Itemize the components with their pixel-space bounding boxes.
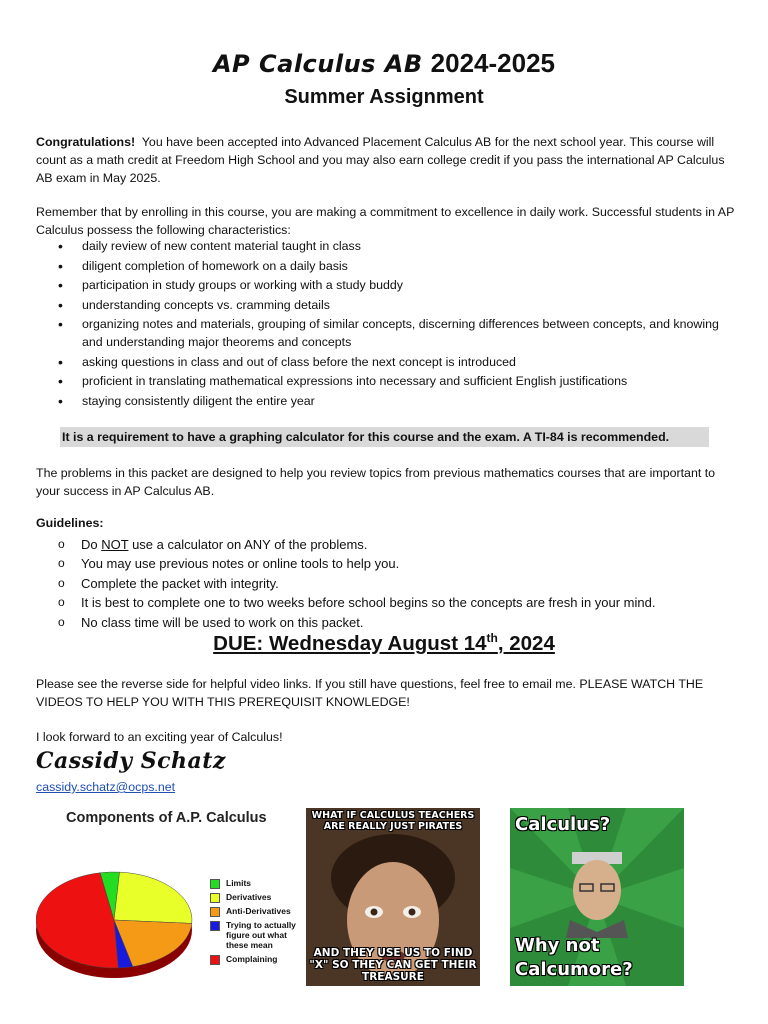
list-item: • staying consistently diligent the entire year <box>36 393 736 411</box>
asian-father-meme-image <box>510 808 684 986</box>
legend-label: Anti-Derivatives <box>226 906 291 916</box>
due-date <box>0 632 768 656</box>
legend-swatch <box>210 955 220 965</box>
title-year: 2024-2025 <box>430 48 556 78</box>
list-item: o It is best to complete one to two weeks before school begins so the concepts are fresh in your mind. <box>36 593 736 612</box>
packet-note: The problems in this packet are designed to help you review topics from previous mathematics courses that are important to your success in AP Calculus AB. <box>36 466 716 498</box>
list-item: o Complete the packet with integrity. <box>36 574 736 593</box>
meme-bottom-caption: Why not Calcumore? <box>515 935 633 980</box>
legend-label: Derivatives <box>226 892 272 902</box>
commitment-paragraph: Remember that by enrolling in this course, you are making a commitment to excellence in daily work. Successful students in AP Calculus possess the following characteristics: <box>36 205 735 237</box>
list-item: • proficient in translating mathematical expressions into necessary and sufficient English justifications <box>36 373 736 391</box>
legend-label: Trying to actually figure out what these mean <box>226 920 296 950</box>
list-item <box>36 535 736 554</box>
chart-legend <box>210 878 300 968</box>
intro-paragraph <box>36 133 736 187</box>
page-subtitle: Summer Assignment <box>284 86 484 108</box>
title-course: AP Calculus AB <box>212 50 423 78</box>
list-item: • asking questions in class and out of class before the next concept is introduced <box>36 354 736 372</box>
legend-entry <box>210 906 300 916</box>
guidelines-heading: Guidelines: <box>36 516 104 530</box>
guideline-text: use a calculator on ANY of the problems. <box>128 537 368 552</box>
legend-swatch <box>210 879 220 889</box>
list-item: • organizing notes and materials, grouping of similar concepts, discerning differences between concepts, and knowing and understanding major theorems and concepts <box>36 316 736 351</box>
due-year: , 2024 <box>497 632 555 655</box>
meme-top-caption: Calculus? <box>515 814 611 835</box>
legend-entry <box>210 954 300 964</box>
list-item: o No class time will be used to work on this packet. <box>36 613 736 632</box>
list-item: • understanding concepts vs. cramming details <box>36 297 736 315</box>
reverse-note: Please see the reverse side for helpful video links. If you still have questions, feel free to email me. PLEASE WATCH THE VIDEOS TO HELP YOU WITH THIS PREREQUISIT KNOWLEDGE! <box>36 677 704 709</box>
guidelines-list <box>36 535 736 632</box>
guideline-text: Do <box>81 537 102 552</box>
intro-bold: Congratulations! <box>36 135 136 149</box>
pie-slice <box>114 872 192 923</box>
page-title <box>0 48 768 79</box>
intro-text: You have been accepted into Advanced Placement Calculus AB for the next school year. This course will count as a math credit at Freedom High School and you may also earn college credit if you pass the international AP Calculus AB exam in May 2025. <box>36 135 725 185</box>
legend-entry <box>210 878 300 888</box>
email-link[interactable]: cassidy.schatz@ocps.net <box>36 780 176 794</box>
signature: Cassidy Schatz <box>36 748 226 774</box>
closing-line: I look forward to an exciting year of Calculus! <box>36 730 283 744</box>
list-item: • participation in study groups or working with a study buddy <box>36 277 736 295</box>
guideline-emphasis: NOT <box>101 537 129 552</box>
meme-top-caption: WHAT IF CALCULUS TEACHERS ARE REALLY JUST PIRATES <box>311 810 475 832</box>
pie-chart-panel <box>36 806 296 992</box>
legend-label: Complaining <box>226 954 278 964</box>
legend-swatch <box>210 907 220 917</box>
legend-swatch <box>210 893 220 903</box>
legend-swatch <box>210 921 220 931</box>
pirate-meme-image <box>306 808 480 986</box>
legend-entry <box>210 920 300 950</box>
list-item: • daily review of new content material taught in class <box>36 238 736 256</box>
list-item: • diligent completion of homework on a daily basis <box>36 258 736 276</box>
legend-label: Limits <box>226 878 252 888</box>
calculator-requirement: It is a requirement to have a graphing calculator for this course and the exam. A TI-84 is recommended. <box>60 427 709 447</box>
legend-entry <box>210 892 300 902</box>
characteristics-list <box>36 238 736 412</box>
meme-bottom-caption: AND THEY USE US TO FIND "X" SO THEY CAN GET THEIR TREASURE <box>309 947 477 983</box>
list-item: o You may use previous notes or online tools to help you. <box>36 554 736 573</box>
due-text: DUE: Wednesday August 14 <box>213 632 487 655</box>
due-sup: th <box>486 631 498 646</box>
pie-chart <box>36 862 206 992</box>
chart-title: Components of A.P. Calculus <box>66 810 267 826</box>
